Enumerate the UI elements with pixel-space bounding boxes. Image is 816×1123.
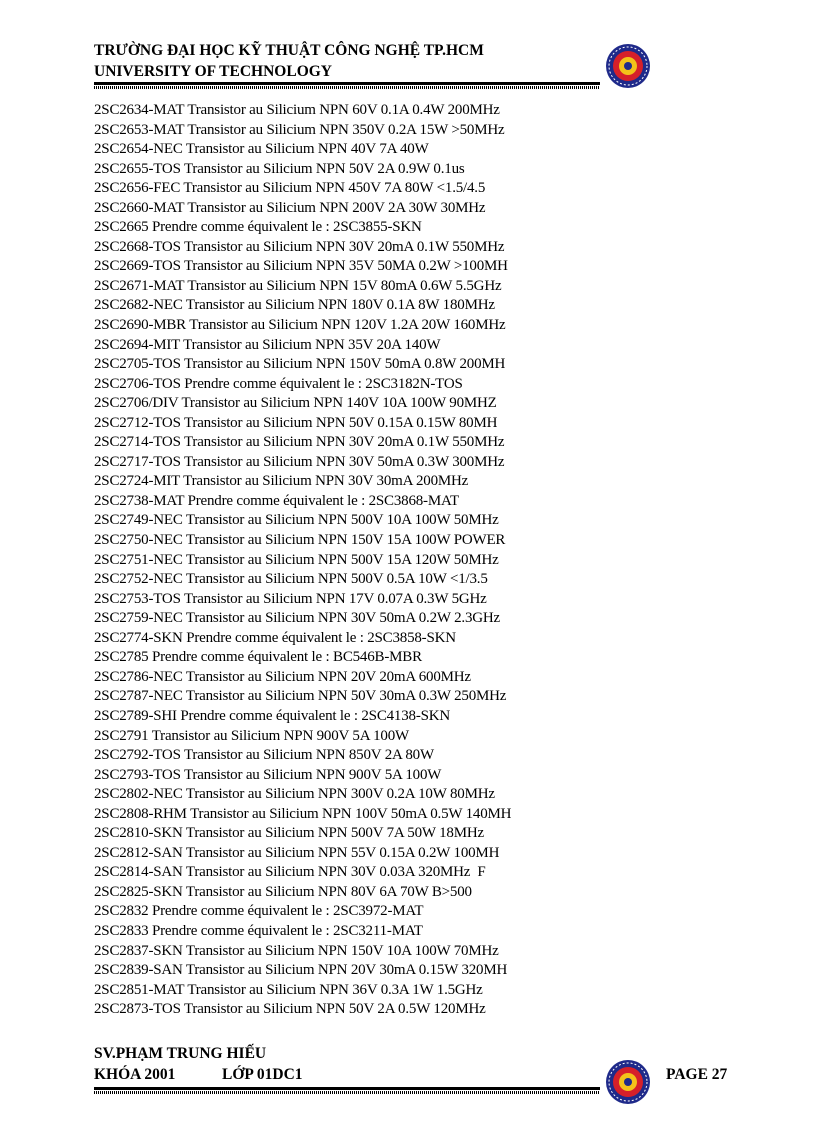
list-item: 2SC2724-MIT Transistor au Silicium NPN 30V 30mA 200MHz <box>94 473 469 490</box>
list-item: 2SC2668-TOS Transistor au Silicium NPN 30V 20mA 0.1W 550MHz <box>94 238 505 255</box>
list-item: 2SC2665 Prendre comme équivalent le : 2SC3855-SKN <box>94 219 422 236</box>
university-logo-icon <box>605 43 651 89</box>
list-item: 2SC2812-SAN Transistor au Silicium NPN 55V 0.15A 0.2W 100MH <box>94 844 500 861</box>
list-item: 2SC2634-MAT Transistor au Silicium NPN 60V 0.1A 0.4W 200MHz <box>94 102 500 118</box>
list-item: 2SC2749-NEC Transistor au Silicium NPN 500V 10A 100W 50MHz <box>94 512 499 529</box>
header-rule-thick <box>94 82 600 85</box>
list-item: 2SC2802-NEC Transistor au Silicium NPN 300V 0.2A 10W 80MHz <box>94 786 495 803</box>
list-item: 2SC2752-NEC Transistor au Silicium NPN 500V 0.5A 10W <1/3.5 <box>94 571 488 588</box>
university-logo-footer-icon <box>605 1059 651 1105</box>
list-item: 2SC2694-MIT Transistor au Silicium NPN 35V 20A 140W <box>94 336 441 353</box>
list-item: 2SC2810-SKN Transistor au Silicium NPN 500V 7A 50W 18MHz <box>94 825 484 842</box>
list-item: 2SC2682-NEC Transistor au Silicium NPN 180V 0.1A 8W 180MHz <box>94 297 495 314</box>
list-item: 2SC2808-RHM Transistor au Silicium NPN 100V 50mA 0.5W 140MH <box>94 805 512 822</box>
list-item: 2SC2833 Prendre comme équivalent le : 2SC3211-MAT <box>94 922 423 939</box>
list-item: 2SC2738-MAT Prendre comme équivalent le : 2SC3868-MAT <box>94 492 459 509</box>
list-item: 2SC2656-FEC Transistor au Silicium NPN 450V 7A 80W <1.5/4.5 <box>94 180 486 197</box>
list-item: 2SC2706/DIV Transistor au Silicium NPN 140V 10A 100W 90MHZ <box>94 395 497 412</box>
list-item: 2SC2750-NEC Transistor au Silicium NPN 150V 15A 100W POWER <box>94 532 506 549</box>
student-class: LỚP 01DC1 <box>222 1066 303 1083</box>
student-name: SV.PHẠM TRUNG HIẾU <box>94 1045 267 1062</box>
list-item: 2SC2753-TOS Transistor au Silicium NPN 17V 0.07A 0.3W 5GHz <box>94 590 487 607</box>
list-item: 2SC2814-SAN Transistor au Silicium NPN 30V 0.03A 320MHz F <box>94 864 486 881</box>
footer-rule-hatch <box>94 1091 600 1094</box>
list-item: 2SC2832 Prendre comme équivalent le : 2SC3972-MAT <box>94 903 424 920</box>
list-item: 2SC2712-TOS Transistor au Silicium NPN 50V 0.15A 0.15W 80MH <box>94 414 498 431</box>
list-item: 2SC2653-MAT Transistor au Silicium NPN 350V 0.2A 15W >50MHz <box>94 121 505 138</box>
page-number: PAGE 27 <box>666 1066 728 1083</box>
list-item: 2SC2789-SHI Prendre comme équivalent le : 2SC4138-SKN <box>94 707 451 724</box>
list-item: 2SC2759-NEC Transistor au Silicium NPN 30V 50mA 0.2W 2.3GHz <box>94 610 501 627</box>
list-item: 2SC2825-SKN Transistor au Silicium NPN 80V 6A 70W B>500 <box>94 883 472 900</box>
list-item: 2SC2839-SAN Transistor au Silicium NPN 20V 30mA 0.15W 320MH <box>94 962 508 979</box>
list-item: 2SC2655-TOS Transistor au Silicium NPN 50V 2A 0.9W 0.1us <box>94 160 465 177</box>
university-name-en: UNIVERSITY OF TECHNOLOGY <box>94 63 332 80</box>
list-item: 2SC2669-TOS Transistor au Silicium NPN 35V 50MA 0.2W >100MH <box>94 258 508 275</box>
list-item: 2SC2851-MAT Transistor au Silicium NPN 36V 0.3A 1W 1.5GHz <box>94 981 483 998</box>
list-item: 2SC2654-NEC Transistor au Silicium NPN 40V 7A 40W <box>94 141 429 158</box>
list-item: 2SC2660-MAT Transistor au Silicium NPN 200V 2A 30W 30MHz <box>94 199 486 216</box>
list-item: 2SC2837-SKN Transistor au Silicium NPN 150V 10A 100W 70MHz <box>94 942 499 959</box>
student-year: KHÓA 2001 <box>94 1066 176 1083</box>
list-item: 2SC2705-TOS Transistor au Silicium NPN 150V 50mA 0.8W 200MH <box>94 356 506 373</box>
list-item: 2SC2774-SKN Prendre comme équivalent le : 2SC3858-SKN <box>94 629 456 646</box>
list-item: 2SC2873-TOS Transistor au Silicium NPN 50V 2A 0.5W 120MHz <box>94 1001 486 1018</box>
list-item: 2SC2671-MAT Transistor au Silicium NPN 15V 80mA 0.6W 5.5GHz <box>94 277 502 294</box>
header-rule-hatch <box>94 86 600 89</box>
list-item: 2SC2792-TOS Transistor au Silicium NPN 850V 2A 80W <box>94 747 434 764</box>
university-name-vn: TRƯỜNG ĐẠI HỌC KỸ THUẬT CÔNG NGHỆ TP.HCM <box>94 42 484 59</box>
list-item: 2SC2690-MBR Transistor au Silicium NPN 120V 1.2A 20W 160MHz <box>94 317 506 334</box>
list-item: 2SC2706-TOS Prendre comme équivalent le : 2SC3182N-TOS <box>94 375 463 392</box>
list-item: 2SC2787-NEC Transistor au Silicium NPN 50V 30mA 0.3W 250MHz <box>94 688 507 705</box>
header-title <box>94 40 484 82</box>
transistor-list <box>94 101 511 1020</box>
footer-rule-thick <box>94 1087 600 1090</box>
list-item: 2SC2791 Transistor au Silicium NPN 900V 5A 100W <box>94 727 409 744</box>
list-item: 2SC2717-TOS Transistor au Silicium NPN 30V 50mA 0.3W 300MHz <box>94 453 505 470</box>
list-item: 2SC2786-NEC Transistor au Silicium NPN 20V 20mA 600MHz <box>94 668 471 685</box>
list-item: 2SC2793-TOS Transistor au Silicium NPN 900V 5A 100W <box>94 766 442 783</box>
list-item: 2SC2785 Prendre comme équivalent le : BC546B-MBR <box>94 649 422 666</box>
list-item: 2SC2751-NEC Transistor au Silicium NPN 500V 15A 120W 50MHz <box>94 551 499 568</box>
list-item: 2SC2714-TOS Transistor au Silicium NPN 30V 20mA 0.1W 550MHz <box>94 434 505 451</box>
